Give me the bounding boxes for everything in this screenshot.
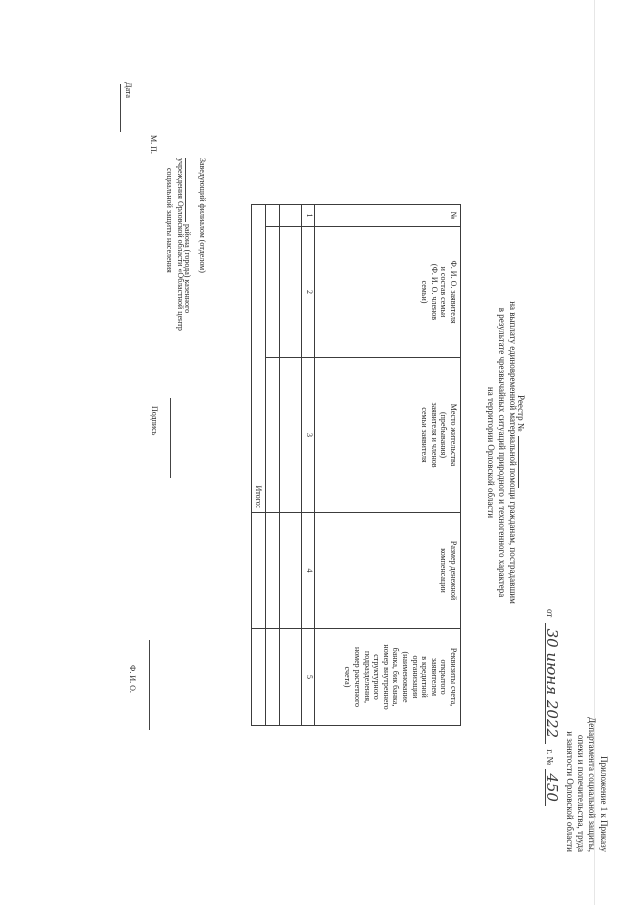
appendix-line-4: и занятости Орловской области <box>565 731 575 852</box>
date-prefix: от <box>545 609 555 618</box>
title-line-1: на выплату единовременной материальной помощи гражданам, пострадавшим <box>508 301 518 604</box>
column-header-bank-details: Реквизиты счета, открытого заявителем в кредитной организации (наименование банка, бик банка, номер внутреннего структурного подразделения, номер расчетного счета) <box>315 629 461 726</box>
table-cell <box>280 227 302 358</box>
signature-label: Подпись <box>150 406 159 436</box>
table-row <box>280 205 302 726</box>
appendix-line-1: Приложение 1 к Приказу <box>599 756 609 852</box>
date-label: Дата <box>124 82 133 98</box>
signature-line <box>170 398 171 478</box>
table-cell <box>280 513 302 629</box>
table-cell <box>280 358 302 513</box>
handwritten-number: 450 <box>546 769 558 806</box>
table-cell <box>266 227 280 358</box>
registry-table <box>251 204 461 726</box>
table-cell <box>280 205 302 227</box>
column-number-1: 1 <box>302 205 315 227</box>
column-header-applicant: Ф. И. О. заявителя и состав семьи (Ф. И. О. членов семьи) <box>315 227 461 358</box>
table-header-row <box>315 205 461 726</box>
fio-label: Ф. И. О. <box>128 665 137 693</box>
head-title-line-3: учреждения Орловской области «Областной центр <box>176 158 185 331</box>
head-title-line-1: Заведующий филиалом (отделом) <box>198 158 207 273</box>
fio-line <box>149 640 150 730</box>
year-and-number-prefix: г. № <box>545 749 555 766</box>
table-cell <box>280 629 302 726</box>
table-cell <box>266 629 280 726</box>
title-line-3: на территории Орловской области <box>486 386 496 519</box>
column-header-number: № <box>315 205 461 227</box>
stamp-label: М. П. <box>149 135 158 154</box>
head-line-2-text: района (города) казенного <box>183 224 192 314</box>
head-title-line-4: социальной защиты населения <box>165 168 174 273</box>
table-cell <box>266 513 280 629</box>
total-empty-cell <box>252 629 266 726</box>
date-line <box>120 84 121 132</box>
appendix-date-row <box>543 609 561 806</box>
numbering-row <box>302 205 315 726</box>
column-number-4: 4 <box>302 513 315 629</box>
registry-number-line <box>518 436 529 488</box>
appendix-line-2: Департамента социальной защиты, <box>587 717 597 852</box>
column-header-residence: Место жительства (пребывания) заявителя и членов семьи заявителя <box>315 358 461 513</box>
table-cell <box>266 358 280 513</box>
column-header-compensation: Размер денежной компенсации <box>315 513 461 629</box>
appendix-line-3: опеки и попечительства, труда <box>576 734 586 852</box>
handwritten-date: 30 июня 2022 <box>546 623 558 744</box>
column-number-5: 5 <box>302 629 315 726</box>
title-line-2: в результате чрезвычайных ситуаций природного и техногенного характера <box>497 307 507 598</box>
table-row <box>266 205 280 726</box>
table-cell <box>266 205 280 227</box>
total-label: Итого: <box>252 205 266 513</box>
registry-label: Реестр № <box>516 395 526 432</box>
total-value-cell <box>252 513 266 629</box>
column-number-2: 2 <box>302 227 315 358</box>
district-blank-line <box>185 158 196 222</box>
column-number-3: 3 <box>302 358 315 513</box>
total-row <box>252 205 266 726</box>
